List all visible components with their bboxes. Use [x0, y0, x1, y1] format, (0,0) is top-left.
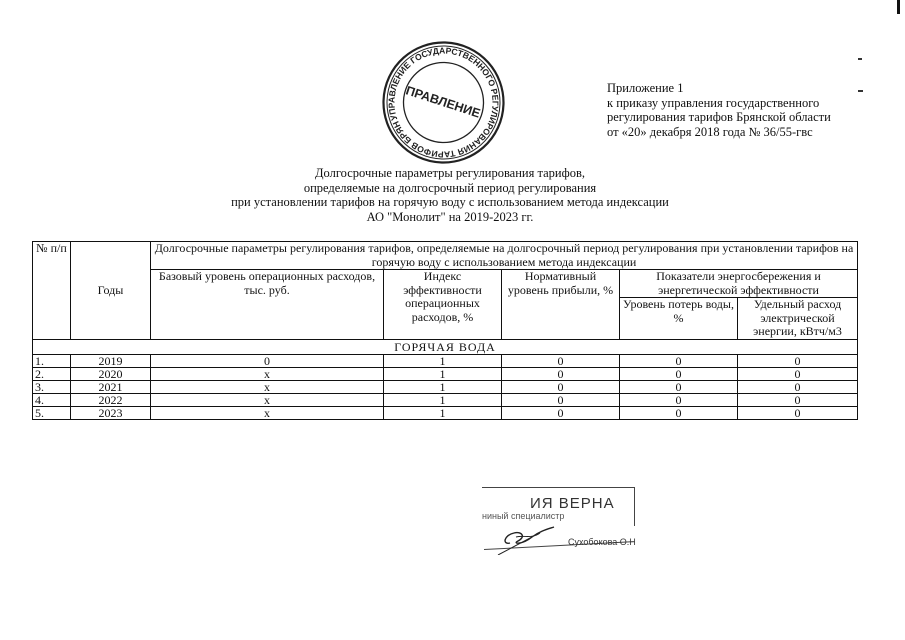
- cell-number: 1.: [33, 354, 71, 367]
- cell-profit-level: 0: [502, 354, 620, 367]
- cell-base-expenses: x: [151, 380, 384, 393]
- cell-efficiency-index: 1: [384, 354, 502, 367]
- cell-efficiency-index: 1: [384, 393, 502, 406]
- parameters-table: [32, 241, 858, 420]
- cell-base-expenses: x: [151, 406, 384, 419]
- cell-water-loss: 0: [620, 354, 738, 367]
- cell-base-expenses: 0: [151, 354, 384, 367]
- cell-water-loss: 0: [620, 406, 738, 419]
- header-efficiency-index: Индекс эффективности операционных расходов, %: [384, 270, 502, 340]
- header-water-loss: Уровень потерь воды, %: [620, 298, 738, 340]
- title-line-2: определяемые на долгосрочный период регулирования: [303, 180, 597, 195]
- cell-efficiency-index: 1: [384, 380, 502, 393]
- cell-number: 3.: [33, 380, 71, 393]
- cell-power-consumption: 0: [738, 380, 858, 393]
- cell-power-consumption: 0: [738, 354, 858, 367]
- cell-number: 2.: [33, 367, 71, 380]
- cell-base-expenses: x: [151, 367, 384, 380]
- certifier-name: Сухобокова О.Н: [568, 537, 636, 547]
- cell-water-loss: 0: [620, 380, 738, 393]
- header-profit-level: Нормативный уровень прибыли, %: [502, 270, 620, 340]
- cell-year: 2021: [71, 380, 151, 393]
- title-line-3: при установлении тарифов на горячую воду с использованием метода индексации: [231, 195, 669, 210]
- cell-number: 5.: [33, 406, 71, 419]
- cell-year: 2023: [71, 406, 151, 419]
- document-title: [150, 166, 750, 224]
- table-row: [33, 393, 858, 406]
- certification-stamp: [482, 487, 642, 559]
- seal-ring-text: УПРАВЛЕНИЕ ГОСУДАРСТВЕННОГО РЕГУЛИРОВАНИЯ ТАРИФОВ БРЯНСКОЙ: [386, 45, 501, 160]
- certification-role: ниный специалистр: [482, 511, 565, 521]
- header-energy-indicators: Показатели энергосбережения и энергетической эффективности: [620, 270, 858, 298]
- cell-profit-level: 0: [502, 367, 620, 380]
- title-line-4: АО "Монолит" на 2019-2023 гг.: [366, 209, 534, 224]
- header-power-consumption: Удельный расход электрической энергии, кВтч/м3: [738, 298, 858, 340]
- cell-profit-level: 0: [502, 406, 620, 419]
- header-row-2: [33, 270, 858, 298]
- appendix-number: Приложение 1: [607, 81, 684, 95]
- cell-profit-level: 0: [502, 380, 620, 393]
- certification-title: ИЯ ВЕРНА: [530, 495, 615, 512]
- section-hot-water: ГОРЯЧАЯ ВОДА: [33, 339, 858, 354]
- appendix-reference: [607, 81, 887, 139]
- table-row: [33, 367, 858, 380]
- table-row: [33, 406, 858, 419]
- header-row-1: [33, 242, 858, 270]
- cell-base-expenses: x: [151, 393, 384, 406]
- cell-power-consumption: 0: [738, 393, 858, 406]
- cell-efficiency-index: 1: [384, 367, 502, 380]
- page-edge-mark: [897, 0, 900, 14]
- header-base-expenses: Базовый уровень операционных расходов, тыс. руб.: [151, 270, 384, 340]
- cell-year: 2022: [71, 393, 151, 406]
- cell-power-consumption: 0: [738, 367, 858, 380]
- cell-profit-level: 0: [502, 393, 620, 406]
- cell-water-loss: 0: [620, 367, 738, 380]
- header-years: Годы: [71, 242, 151, 340]
- cell-power-consumption: 0: [738, 406, 858, 419]
- seal-center-text: ПРАВЛЕНИЕ: [404, 83, 482, 121]
- scan-speck: [858, 58, 862, 60]
- cell-efficiency-index: 1: [384, 406, 502, 419]
- section-row: [33, 339, 858, 354]
- appendix-date-line: от «20» декабря 2018 года № 36/55-гвс: [607, 124, 813, 139]
- handwritten-signature: [492, 515, 572, 555]
- header-group: Долгосрочные параметры регулирования тарифов, определяемые на долгосрочный период регулирования при установлении тарифов на горячую воду с использованием метода индексации: [151, 242, 858, 270]
- cell-number: 4.: [33, 393, 71, 406]
- header-number: № п/п: [33, 242, 71, 340]
- cell-water-loss: 0: [620, 393, 738, 406]
- title-line-1: Долгосрочные параметры регулирования тарифов,: [315, 166, 585, 180]
- table-row: [33, 380, 858, 393]
- appendix-order-line: к приказу управления государственного: [607, 95, 820, 110]
- official-seal: [381, 40, 506, 165]
- table-row: [33, 354, 858, 367]
- cell-year: 2019: [71, 354, 151, 367]
- cell-year: 2020: [71, 367, 151, 380]
- appendix-authority-line: регулирования тарифов Брянской области: [607, 110, 831, 125]
